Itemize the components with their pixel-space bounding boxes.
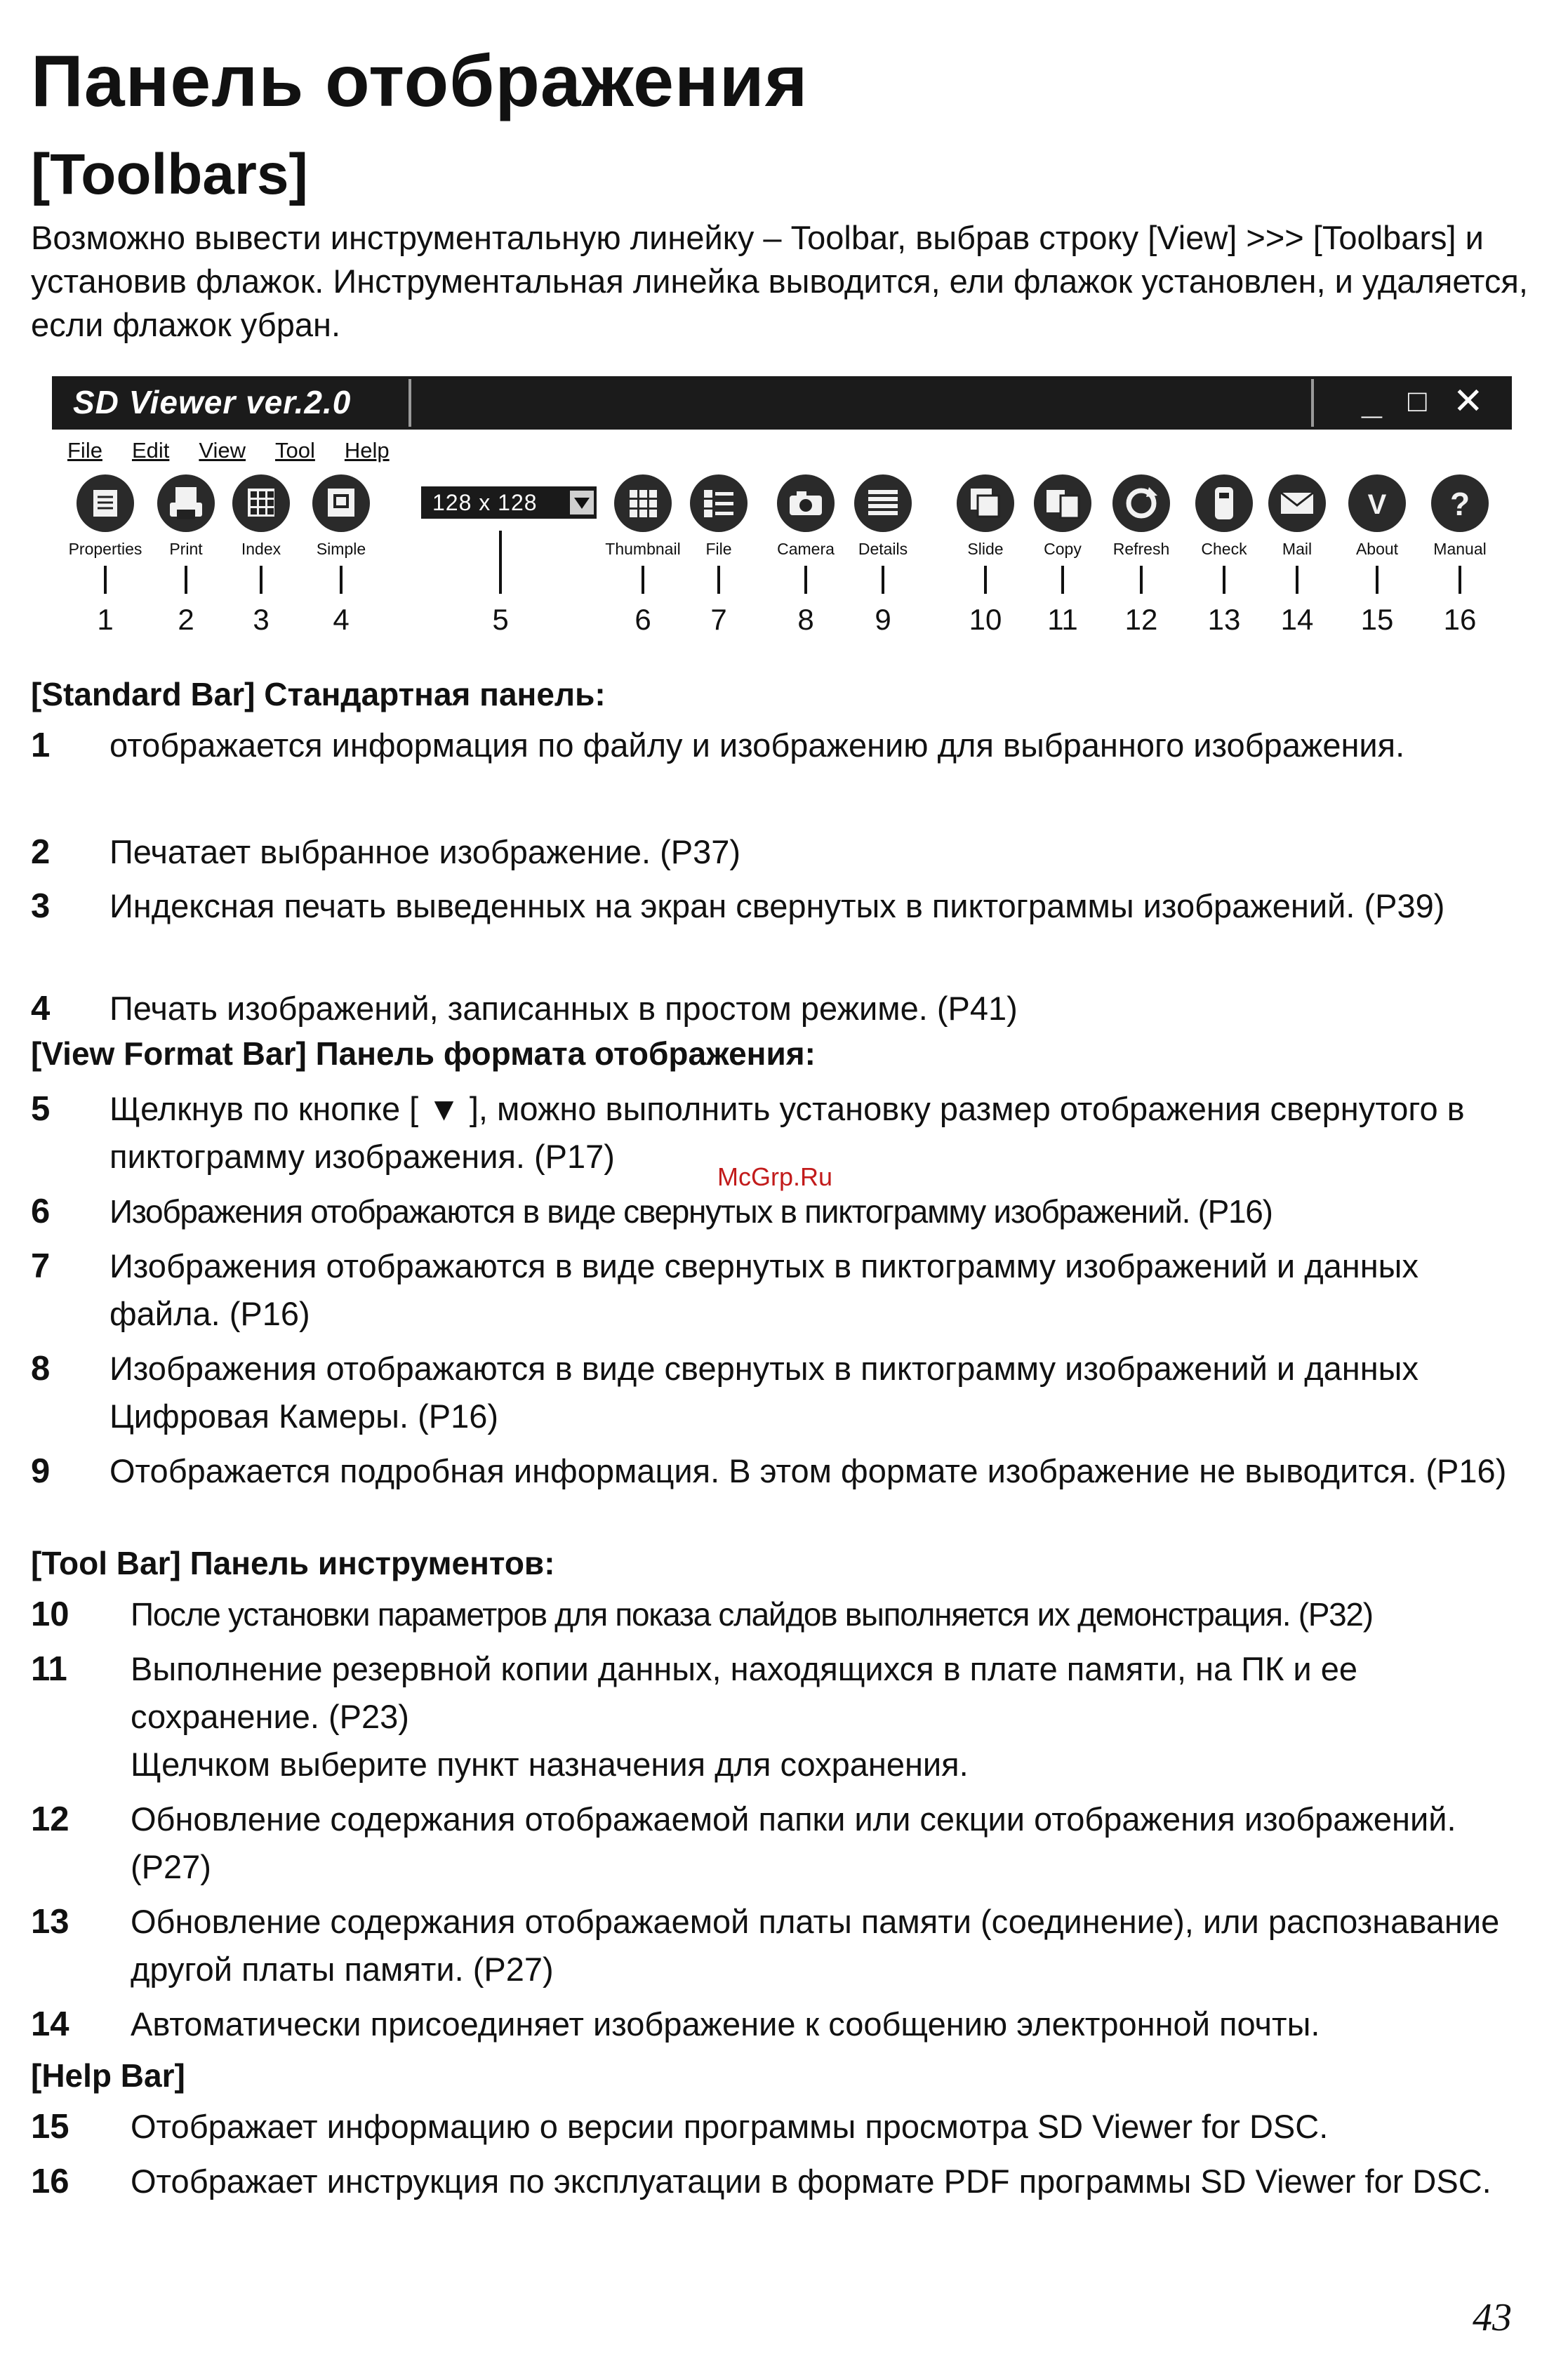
menu-view[interactable]: View — [199, 438, 246, 463]
callout-number: 5 — [492, 603, 509, 636]
toolbar-button-label: Simple — [316, 540, 366, 558]
thumbnail-icon — [614, 474, 672, 532]
window-title: SD Viewer ver.2.0 — [73, 384, 352, 420]
item-number: 3 — [31, 887, 51, 925]
menu-tool[interactable]: Tool — [275, 438, 315, 463]
simple-button[interactable] — [312, 474, 370, 532]
item-text: Отображается подробная информация. В этом формате изображение не выводится. (P16) — [109, 1452, 1507, 1489]
print-icon — [157, 474, 215, 532]
section-heading: [Tool Bar] Панель инструментов: — [31, 1545, 555, 1581]
callout-number: 14 — [1280, 603, 1314, 636]
view-size-value: 128 x 128 — [432, 490, 538, 515]
callout-number: 15 — [1360, 603, 1394, 636]
toolbar-button-label: Print — [169, 540, 203, 558]
item-text: Автоматически присоединяет изображение к сообщению электронной почты. — [131, 2005, 1320, 2043]
view-size-combo[interactable] — [421, 486, 597, 519]
callout-line — [1376, 566, 1378, 594]
about-icon — [1348, 474, 1406, 532]
section-heading: [View Format Bar] Панель формата отображения: — [31, 1035, 816, 1072]
close-button[interactable]: ✕ — [1453, 381, 1484, 422]
callout-line — [642, 566, 644, 594]
callout-number: 1 — [97, 603, 114, 636]
check-button[interactable] — [1195, 474, 1253, 532]
properties-icon — [77, 474, 134, 532]
toolbar-button-label: File — [705, 540, 732, 558]
intro-paragraph: Возможно вывести инструментальную линейку – Toolbar, выбрав строку [View] >>> [Toolbars] и установив флажок. Инструментальная линейка выводится, ели флажок установлен, и удаляется, если флажок убран. — [31, 219, 1528, 343]
index-icon — [232, 474, 290, 532]
item-text: Щелчком выберите пункт назначения для сохранения. — [131, 1746, 969, 1783]
item-number: 14 — [31, 2005, 69, 2043]
toolbar-button-label: Properties — [68, 540, 142, 558]
file-button[interactable] — [690, 474, 748, 532]
item-number: 8 — [31, 1350, 51, 1388]
page-title: Панель отображения — [31, 41, 809, 122]
page-subtitle: [Toolbars] — [31, 142, 308, 206]
toolbar-button-label: Camera — [777, 540, 835, 558]
callout-number: 2 — [178, 603, 194, 636]
item-number: 7 — [31, 1247, 51, 1285]
item-number: 2 — [31, 833, 51, 871]
details-button[interactable] — [854, 474, 912, 532]
item-number: 1 — [31, 726, 51, 764]
item-number: 16 — [31, 2163, 69, 2200]
item-text: Щелкнув по кнопке [ ▼ ], можно выполнить установку размер отображения свернутого в пиктограмму изображения. (P17) — [109, 1090, 1465, 1175]
callout-line — [1140, 566, 1143, 594]
svg-text:?: ? — [1449, 486, 1470, 522]
callout-number: 12 — [1124, 603, 1158, 636]
refresh-icon — [1112, 474, 1170, 532]
callout-number: 11 — [1047, 603, 1078, 636]
callout-line — [260, 566, 263, 594]
refresh-button[interactable] — [1112, 474, 1170, 532]
item-text: Отображает инструкция по эксплуатации в формате PDF программы SD Viewer for DSC. — [131, 2163, 1491, 2200]
watermark: McGrp.Ru — [717, 1162, 833, 1191]
item-text: Выполнение резервной копии данных, находящихся в плате памяти, на ПК и ее сохранение. (P23) — [131, 1650, 1358, 1735]
toolbar-button-label: Details — [858, 540, 908, 558]
toolbar-button-label: Copy — [1044, 540, 1082, 558]
toolbar-button-label: Refresh — [1112, 540, 1170, 558]
callout-number: 10 — [969, 603, 1002, 636]
index-button[interactable] — [232, 474, 290, 532]
about-button[interactable] — [1348, 474, 1406, 532]
mail-icon — [1268, 474, 1326, 532]
slide-button[interactable] — [957, 474, 1014, 532]
menu-bar — [67, 438, 390, 466]
callout-line — [804, 566, 807, 594]
item-number: 10 — [31, 1595, 69, 1633]
callout-line — [882, 566, 884, 594]
item-text: Изображения отображаются в виде свернутых в пиктограмму изображений и данных файла. (P16) — [109, 1247, 1418, 1332]
sd-viewer-window-screenshot — [52, 376, 1512, 657]
item-number: 11 — [31, 1650, 67, 1688]
callout-line — [717, 566, 720, 594]
menu-edit[interactable]: Edit — [131, 438, 170, 463]
camera-icon — [777, 474, 835, 532]
camera-button[interactable] — [777, 474, 835, 532]
item-text: отображается информация по файлу и изображению для выбранного изображения. — [109, 726, 1405, 764]
maximize-button[interactable]: □ — [1408, 384, 1427, 418]
item-number: 13 — [31, 1903, 69, 1941]
toolbar-button-label: Check — [1201, 540, 1247, 558]
item-text: Изображения отображаются в виде свернутых в пиктограмму изображений. (P16) — [109, 1193, 1273, 1230]
toolbar-button-label: Thumbnail — [605, 540, 681, 558]
item-text: Отображает информацию о версии программы просмотра SD Viewer for DSC. — [131, 2108, 1329, 2145]
item-number: 4 — [31, 990, 51, 1028]
thumbnail-button[interactable] — [614, 474, 672, 532]
check-icon — [1195, 474, 1253, 532]
item-text: Печатает выбранное изображение. (P37) — [109, 833, 741, 870]
callout-number: 7 — [710, 603, 727, 636]
details-icon — [854, 474, 912, 532]
callout-number: 6 — [634, 603, 651, 636]
item-text: Обновление содержания отображаемой платы памяти (соединение), или распознавание другой платы памяти. (P27) — [131, 1903, 1500, 1988]
manual-button[interactable] — [1431, 474, 1489, 532]
section-heading: [Help Bar] — [31, 2057, 185, 2094]
section-heading: [Standard Bar] Стандартная панель: — [31, 676, 606, 712]
svg-text:V: V — [1367, 489, 1387, 520]
callout-number: 3 — [253, 603, 270, 636]
print-button[interactable] — [157, 474, 215, 532]
slide-icon — [957, 474, 1014, 532]
menu-help[interactable]: Help — [344, 438, 390, 463]
callout-number: 8 — [797, 603, 814, 636]
page-number: 43 — [1473, 2296, 1512, 2339]
item-text: Обновление содержания отображаемой папки или секции отображения изображений. (P27) — [131, 1800, 1456, 1885]
callout-line — [1296, 566, 1298, 594]
toolbar-button-label: Index — [241, 540, 281, 558]
callout-number: 13 — [1207, 603, 1241, 636]
callout-line — [1223, 566, 1225, 594]
properties-button[interactable] — [77, 474, 134, 532]
file-view-icon — [690, 474, 748, 532]
callout-line — [1459, 566, 1461, 594]
copy-button[interactable] — [1034, 474, 1091, 532]
item-text: Изображения отображаются в виде свернутых в пиктограмму изображений и данных Цифровая Камеры. (P16) — [109, 1350, 1418, 1435]
callout-line — [185, 566, 187, 594]
toolbar-button-label: About — [1355, 540, 1399, 558]
copy-icon — [1034, 474, 1091, 532]
dropdown-arrow-icon[interactable] — [570, 491, 594, 514]
item-number: 5 — [31, 1090, 51, 1128]
simple-print-icon — [312, 474, 370, 532]
item-number: 6 — [31, 1193, 51, 1230]
titlebar-divider — [408, 379, 411, 427]
callout-number: 9 — [875, 603, 891, 636]
item-number: 12 — [31, 1800, 69, 1838]
callout-number: 4 — [333, 603, 350, 636]
mail-button[interactable] — [1268, 474, 1326, 532]
callout-line — [1061, 566, 1064, 594]
window-titlebar — [52, 376, 1512, 430]
toolbar-button-label: Mail — [1282, 540, 1313, 558]
callout-number: 16 — [1443, 603, 1477, 636]
item-text: Индексная печать выведенных на экран свернутых в пиктограммы изображений. (P39) — [109, 887, 1445, 924]
manual-icon — [1431, 474, 1489, 532]
callout-line — [499, 531, 502, 594]
titlebar-divider — [1311, 379, 1314, 427]
callout-line — [340, 566, 343, 594]
item-text: После установки параметров для показа слайдов выполняется их демонстрация. (P32) — [131, 1596, 1373, 1633]
minimize-button[interactable]: _ — [1362, 381, 1382, 422]
item-number: 15 — [31, 2108, 69, 2146]
callout-line — [104, 566, 107, 594]
toolbar-button-label: Manual — [1433, 540, 1487, 558]
menu-file[interactable]: File — [67, 438, 102, 463]
item-text: Печать изображений, записанных в простом режиме. (P41) — [109, 990, 1018, 1027]
item-number: 9 — [31, 1452, 51, 1490]
toolbar-button-label: Slide — [967, 540, 1004, 558]
callout-line — [984, 566, 987, 594]
